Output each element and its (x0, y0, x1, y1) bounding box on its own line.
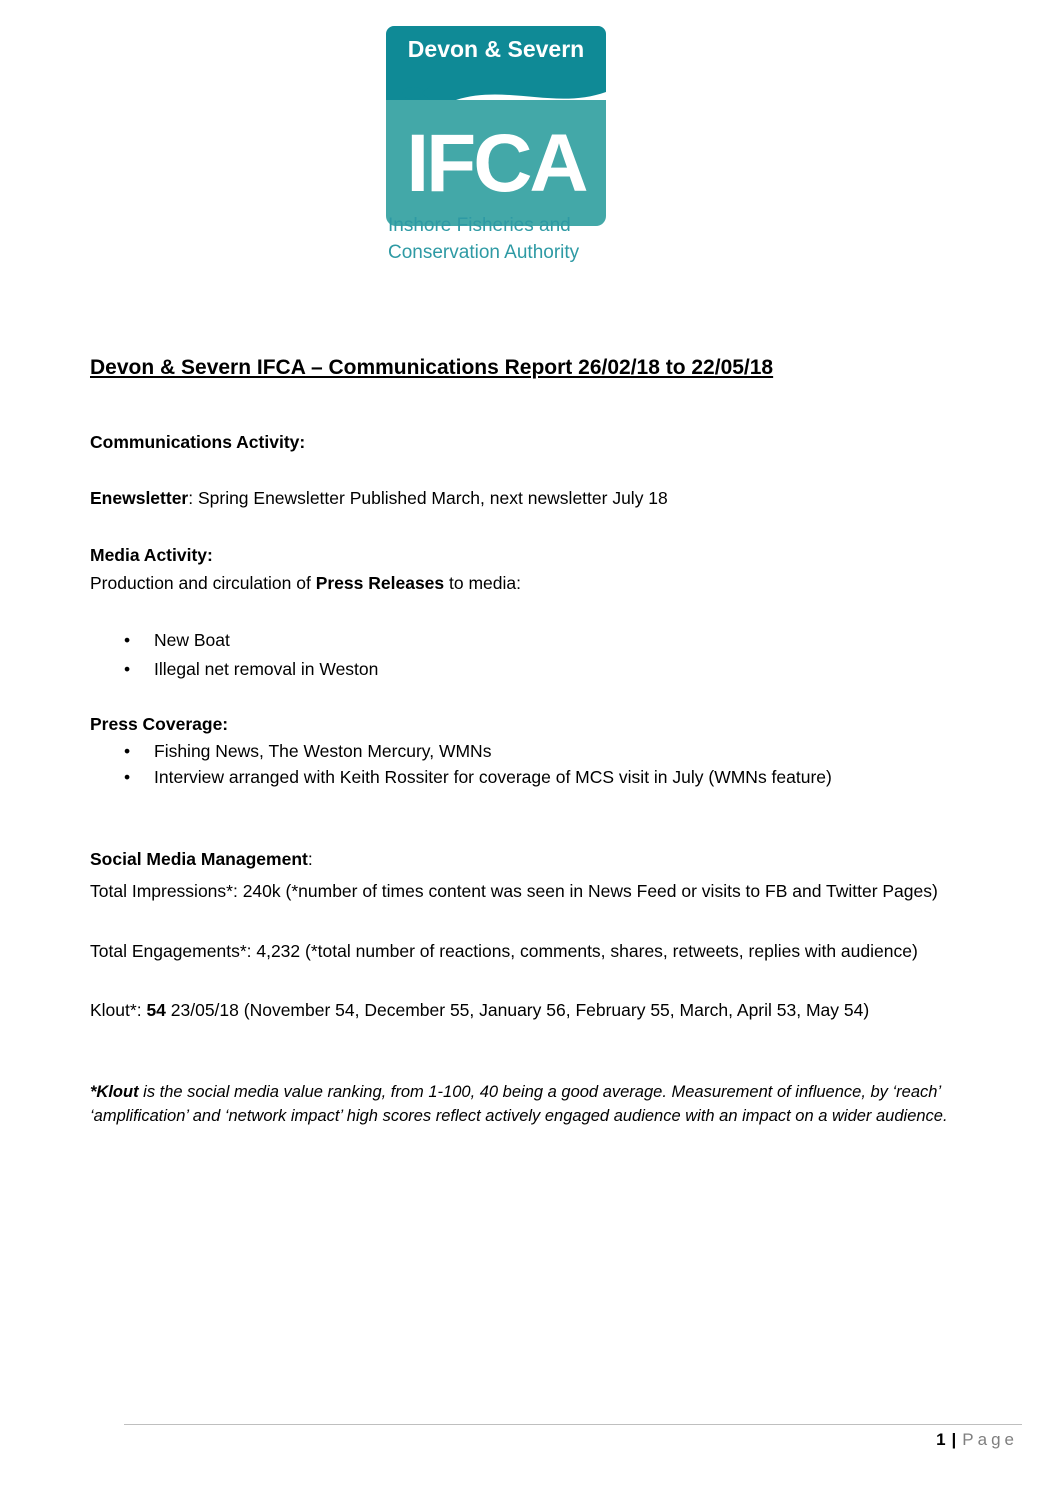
media-intro-after: to media: (444, 573, 522, 593)
media-intro (90, 573, 521, 594)
enewsletter-line (90, 488, 668, 509)
bullet-icon: • (124, 767, 131, 787)
logo-subtitle (388, 212, 628, 266)
klout-rest: 23/05/18 (November 54, December 55, January 56, February 55, March, April 53, May 54) (165, 1000, 870, 1020)
list-item (90, 659, 990, 683)
list-item (90, 741, 990, 765)
press-heading: Press Coverage: (90, 714, 229, 734)
klout-note-text: is the social media value ranking, from 1-100, 40 being a good average. Measurement of influence, by ‘reach’ ‘amplification’ and ‘network impact’ high scores reflect actively engaged audience with an impact on a wider audience. (90, 1083, 948, 1125)
impressions-text: Total Impressions*: 240k (*number of times content was seen in News Feed or visits to FB and Twitter Pages) (90, 881, 938, 901)
klout-value: 54 (146, 1000, 166, 1020)
logo-subtitle-line1: Inshore Fisheries and (388, 215, 571, 236)
bullet-icon: • (124, 659, 131, 679)
media-intro-bold: Press Releases (315, 573, 445, 593)
enewsletter-label: Enewsletter (90, 488, 189, 508)
klout-line (90, 1000, 869, 1021)
comms-heading: Communications Activity: (90, 432, 306, 452)
media-heading: Media Activity: (90, 545, 213, 565)
footer-separator: | (951, 1430, 957, 1449)
enewsletter-text: : Spring Enewsletter Published March, next newsletter July 18 (188, 488, 668, 508)
klout-note-bold: *Klout (90, 1083, 139, 1101)
klout-label: Klout*: (90, 1000, 147, 1020)
list-item-text: Illegal net removal in Weston (154, 659, 379, 679)
page-footer (936, 1430, 1018, 1450)
list-item-text: Fishing News, The Weston Mercury, WMNs (154, 741, 492, 761)
bullet-icon: • (124, 741, 131, 761)
logo-top-banner: Devon & Severn (386, 26, 606, 78)
list-item-text: Interview arranged with Keith Rossiter for coverage of MCS visit in July (WMNs feature) (154, 767, 832, 787)
list-item (90, 630, 990, 654)
page-label: Page (962, 1430, 1018, 1449)
engagements-text: Total Engagements*: 4,232 (*total number of reactions, comments, shares, retweets, replies with audience) (90, 941, 918, 961)
bullet-icon: • (124, 630, 131, 650)
footer-divider (124, 1424, 1022, 1425)
logo-subtitle-line2: Conservation Authority (388, 242, 580, 263)
klout-note (90, 1080, 1030, 1128)
page-number: 1 (936, 1430, 946, 1449)
media-intro-before: Production and circulation of (90, 573, 316, 593)
social-heading (90, 849, 313, 870)
list-item (90, 767, 990, 791)
list-item-text: New Boat (154, 630, 230, 650)
ifca-logo (386, 26, 608, 266)
social-heading-suffix: : (307, 849, 313, 869)
logo-main-text: IFCA (386, 100, 606, 226)
report-title: Devon & Severn IFCA – Communications Report 26/02/18 to 22/05/18 (90, 356, 774, 379)
social-heading-label: Social Media Management (90, 849, 308, 869)
